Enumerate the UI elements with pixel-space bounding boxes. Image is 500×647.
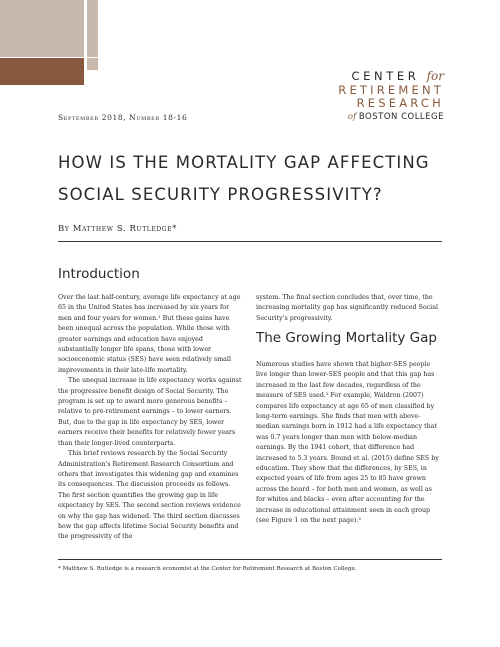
logo-line4: BOSTON COLLEGE bbox=[358, 111, 444, 122]
issue-dateline: September 2018, Number 18-16 bbox=[58, 113, 188, 122]
introduction-heading: Introduction bbox=[58, 266, 140, 282]
right-column-bottom bbox=[256, 360, 442, 527]
intro-paragraph-2: The unequal increase in life expectancy works against the progressive benefit design of Social Security. The program is set up to award more generous benefits – relative to pre-retirement earnings – to lower earners. But, due to the gap in life expectancy by SES, lower earners receive their benefits for relatively fewer years than their longer-lived counterparts. bbox=[58, 377, 242, 447]
growing-mortality-gap-heading: The Growing Mortality Gap bbox=[256, 330, 437, 346]
author-byline: By Matthew S. Rutledge* bbox=[58, 224, 177, 234]
logo-for: for bbox=[426, 69, 444, 83]
byline-divider bbox=[58, 241, 442, 242]
left-column bbox=[58, 293, 242, 543]
header-decor-block bbox=[87, 58, 98, 70]
right-column-top bbox=[256, 293, 442, 324]
author-footnote: * Matthew S. Rutledge is a research economist at the Center for Retirement Research at Boston College. bbox=[58, 566, 357, 572]
header-decor-block bbox=[87, 0, 98, 57]
crr-logo bbox=[338, 70, 444, 121]
page-title: HOW IS THE MORTALITY GAP AFFECTING SOCIAL SECURITY PROGRESSIVITY? bbox=[58, 153, 430, 204]
logo-line3: RESEARCH bbox=[356, 96, 444, 110]
intro-paragraph-1: Over the last half-century, average life expectancy at age 65 in the United States has increased by six years for men and four years for women.¹ But these gains have been unequal across the population. While those with greater earnings and education have enjoyed substantially longer life spans, those with lower socioeconomic status (SES) have seen relatively small improvements in their late-life mortality. bbox=[58, 294, 241, 374]
intro-paragraph-3-continued: system. The final section concludes that, over time, the increasing mortality gap has significantly reduced Social Security's progressivity. bbox=[256, 294, 438, 322]
header-decor-block bbox=[0, 58, 84, 85]
logo-line2: RETIREMENT bbox=[338, 82, 444, 97]
logo-line1: CENTER bbox=[351, 69, 420, 83]
header-decor-block bbox=[0, 0, 84, 57]
intro-paragraph-3: This brief reviews research by the Social Security Administration's Retirement Research Consortium and others that investigates this widening gap and examines its consequences. The discussion proceeds as follows. The first section quantifies the growing gap in life expectancy by SES. The second section reviews evidence on why the gap has widened. The third section discusses how the gap affects lifetime Social Security benefits and the progressivity of the bbox=[58, 450, 241, 541]
growing-paragraph-1: Numerous studies have shown that higher-SES people live longer than lower-SES people and that this gap has increased in the last few decades, regardless of the measure of SES used.² For example, Waldron (2007) compares life expectancy at age 65 of men classified by long-term earnings. She finds that men with above-median earnings born in 1912 had a life expectancy that was 0.7 years longer than men with below-median earnings. By the 1941 cohort, that difference had increased to 5.3 years. Bound et al. (2015) define SES by education. They show that the differences, by SES, in expected years of life from ages 25 to 85 have grown across the board – for both men and women, as well as for whites and blacks – even after accounting for the increase in educational attainment seen in each group (see Figure 1 on the next page).³ bbox=[256, 361, 439, 525]
logo-of: of bbox=[347, 111, 357, 122]
footnote-divider bbox=[58, 559, 442, 560]
